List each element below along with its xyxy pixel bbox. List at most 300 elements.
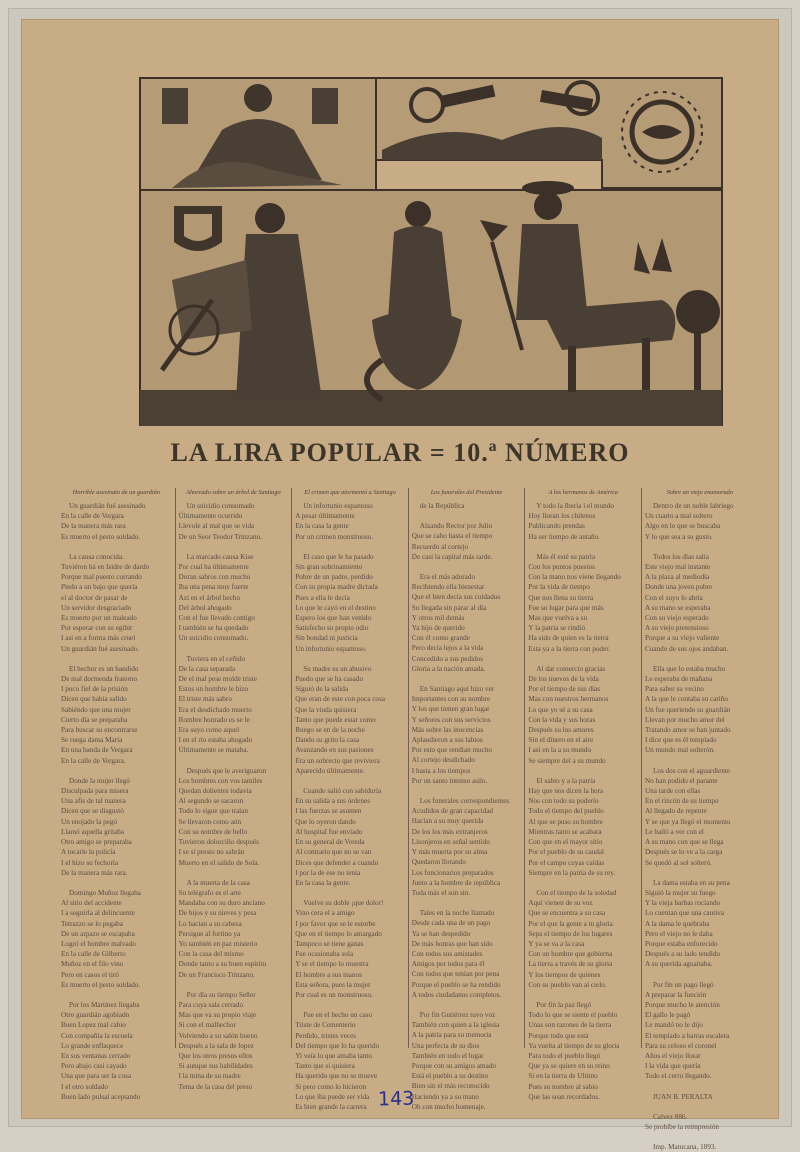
verse-line: el al doctor de pasar de [61,593,128,602]
stanza [179,501,289,542]
verse-line: Alzando Rector por Julio [419,522,493,531]
verse-line: En su general de Vereda [295,838,365,847]
stanza [179,990,289,1092]
verse-line: I se si presto no sabrán [178,848,245,857]
verse-line: Aplaudieron a sus labios [411,736,483,745]
column-heading: Horrible asesinato de un guardián [72,489,160,496]
verse-line: Con la mano nos viene llegando [528,573,621,582]
verse-line: Iba una pena muy fuerte [178,583,249,592]
verse-line: Un fue queriendo su guardián [644,705,731,714]
verse-line: Es muerto el pesto soldado. [61,532,141,541]
verse-line: A su mano se esperaba [644,603,711,612]
stanza [645,552,755,654]
verse-line: Pero el viejo no le daba [644,929,713,938]
verse-line: Y los tiempos de quienes [528,970,601,979]
verse-line: Persigue al fortino ya [178,929,241,938]
verse-line: Después su los amores [528,726,594,735]
verse-line: Tratando amor se han juntado [644,726,731,735]
verse-line: Y otros mil demás [411,613,465,622]
verse-line: Espero los que han venido [295,614,372,623]
verse-line: Siempre en la patria de su rey. [528,868,616,877]
verse-line: Hay que nos dicen la hora [528,787,604,796]
verse-line: Con su pueblo van al cielo. [528,980,607,989]
verse-line: Tuviéron hà en Isidre de dardo [61,563,150,572]
column-heading: A los hermanos de América [548,489,618,496]
verse-line: Del árbol ahogado [178,603,232,612]
verse-line: Y se que ya llegó el momento [644,817,731,826]
verse-line: I las fuerzas se asumen [295,807,362,816]
verse-line: I a seguirla al delincuente [61,909,135,918]
verse-line: Llevole al mal que se vida [178,522,255,531]
stanza [412,684,522,786]
verse-line: Con el tiempo de la soledad [536,888,617,897]
verse-line: La marcado causa Kise [186,552,254,561]
stanza [645,878,755,970]
verse-line: Fue en el hecho un caso [303,1011,373,1020]
verse-line: En la calle de Vergara [61,512,124,521]
stanza [645,766,755,868]
verse-line: Buen lado pulsal aceptando [61,1092,141,1101]
verse-line: Todos los días salía [652,552,709,561]
verse-line: Que los otros presos ellos [178,1051,253,1060]
verse-line: I hasta a los tiempos [411,766,471,775]
verse-line: Para todo el pueblo llegó [528,1051,601,1060]
stanza [61,1000,172,1102]
verse-line: Un cuarto a mal soltero [644,512,713,521]
verse-line: Del tiempo que lo ha querido [295,1041,380,1050]
verse-line: Al llegado de repente [644,807,707,816]
verse-line: Le esperaba de mañana [644,675,713,684]
verse-line: A tocarle la policía [61,848,116,857]
verse-line: Quedan dolientes todavía [178,787,252,796]
stanza [528,664,638,766]
stanza [61,501,172,542]
verse-line: Concedido a sus pedidos [411,654,484,663]
verse-line: Con todos que tenían por pena [411,970,500,979]
verse-line: Al cortejo desdichado [411,756,475,765]
verse-line: Lo que yo sé a su casa [528,705,593,714]
verse-line: En el rincón de su tiempo [644,797,719,806]
verse-line: Que eran de este con poca cosa [295,695,385,704]
verse-line: El hechor es un bandido [69,664,139,673]
verse-line: Lo grande enflaquece [61,1041,124,1050]
verse-line: Calvez 886. [652,1112,688,1121]
verse-line: En sus ventanas cerrado [61,1051,131,1060]
verse-line: Después que le averiguaron [186,766,267,775]
verse-line: Al hospital fue enviado [295,827,363,836]
verse-line: Por cual es un monstruoso. [295,990,373,999]
verse-line: En la casa la gente. [295,878,351,887]
verse-line: Amigos por todos para él [411,960,485,969]
verse-line: Por esto que rendian mucho [411,746,493,755]
verse-line: Vino cera el a amigo [295,909,355,918]
column-heading: Ahorcado sobre un árbol de Santiago [186,489,281,496]
stanza [295,664,405,776]
verse-line: Tampoco se tiene ganas [295,939,364,948]
verse-line: Con la vida y sus horas [528,715,596,724]
verse-line: Con su nombre de bello [178,827,248,836]
verse-line: Lo cuentan que una cautiva [644,909,724,918]
verse-line: Avanzando en sus pasiones [295,746,374,755]
verse-line: De casi la capital más tarde. [411,552,493,561]
verse-line: Si peor como lo hicieron [295,1082,367,1091]
verse-line: Imp. Matucana, 1893. [652,1143,717,1152]
verse-line: También en todo el lugar [411,1051,484,1060]
verse-line: Se prohíbe la reimpresión [644,1122,720,1131]
verse-line: El sabio y a la patria [536,776,596,785]
handwritten-number: 143 [377,1087,415,1111]
verse-line: De hijos y su nieves y pesa [178,909,257,918]
verse-line: Para saber su vecino [644,685,704,694]
verse-line: En una banda de Vergara [61,746,133,755]
verse-line: Después a su lado tendido [644,950,721,959]
verse-line: Algo en lo que se buscaba [644,522,721,531]
verse-line: Por fin Gutiérrez tuvo voz [419,1010,496,1019]
verse-line: I así en la a su mundo [528,746,592,755]
verse-line: Por el pueblo de su caudal [528,848,605,857]
verse-line: Al sitio del accidente [61,899,122,908]
verse-line: Una perfecta de su dios [411,1041,480,1050]
verse-line: Un infortunio espantoso [303,502,373,510]
verse-line: A la patria para su memoria [411,1031,492,1040]
verse-line: Un servidor desgraciado [61,603,132,612]
stanza [179,654,289,756]
verse-line: I la mina de su madre [178,1072,241,1081]
verse-line: Con su propia madre dictada [295,583,378,592]
verse-line: Dentro de un noble labriego [652,502,734,510]
verse-line: Y todo la Iberia i el mundo [536,502,614,510]
verse-line: Pero abajo casi cayado [61,1062,127,1071]
verse-line: Por los Martínez llegaba [69,1000,140,1009]
stanza [61,776,172,878]
verse-line: Y lo que sea a su gusto. [644,532,713,541]
verse-line: Por la vida de tiempo [528,583,590,592]
verse-line: Tanto que puede estar como [295,715,376,724]
verse-line: Le bailó a ver con el [644,827,704,836]
verse-line: Pobre de un padre, perdido [295,573,373,582]
verse-line: Unas son razones de la tierra [528,1021,612,1030]
verse-line: Que las sean recordados. [528,1092,600,1101]
verse-line: I el hizo su fechoría [61,858,119,867]
text-column [58,488,175,1101]
verse-line: También con quien a la iglesia [411,1021,500,1030]
verse-line: De un arpazo se escapaba [61,929,135,938]
verse-line: Un guardián fué asesinado. [61,644,140,653]
verse-line: Una afis de tal manera [61,797,126,806]
verse-line: Recibiendo ella bienestar [411,583,485,592]
stanza [528,888,638,990]
verse-line: Tuviera en el ceñido [186,654,246,663]
verse-line: Puedo que se ha casado [295,675,364,684]
verse-line: I la vida que quería [644,1062,701,1071]
verse-line: La dama estaba en su pena [652,878,730,887]
verse-line: Esta señora, pues la mujer [295,980,371,989]
verse-line: Un enojado la pegó [61,817,118,826]
verse-line: Después a la sala de lopez [178,1041,254,1050]
verse-line: Llamó aquella gritaba [61,827,125,836]
verse-line: Que el bien decía sus cuidados [411,593,501,602]
verse-line: En la calle de Vergara. [61,756,126,765]
verse-line: Con todos sus amistades [411,949,483,958]
verse-line: De más honras que han sido [411,939,493,948]
verse-line: Siguió la mujer su fuego [644,888,716,897]
verse-line: Era el desdichado muerto [178,705,252,714]
verse-line: Que se cabo hasta el tiempo [411,532,493,541]
verse-line: Cuando salió con sabiduría [303,787,382,796]
stanza [645,664,755,756]
verse-line: A su mano con que se llega [644,838,724,847]
verse-line: Otro amigo se preparaba [61,838,132,847]
verse-line: Perdido, tristes veces [295,1031,357,1040]
verse-line: Se quedó al sol solteró. [644,858,712,867]
verse-line: Haciendo ya a su mano [411,1092,479,1101]
verse-line: Todo lo sigue que traían [178,807,248,816]
verse-line: Esta ya a la tierra con poder. [528,644,610,653]
verse-line: JUAN B. PERALTA [652,1092,713,1101]
verse-line: Por día su tiempo Señor [186,990,256,999]
verse-line: Fue ocasionaba sola [295,950,354,959]
verse-line: Sepa el tiempo de los lugares [528,929,613,938]
verse-line: I así en a forma más cruel [61,634,136,643]
verse-line: Dando su grito la casa [295,736,360,745]
verse-line: Tales en la noche llamado [419,909,495,918]
verse-line: Tanto que si quisiera [295,1062,355,1071]
verse-line: Y los que tienen gran lugar [411,705,490,714]
stanza [412,908,522,1000]
verse-line: Con que en el mayor sitio [528,838,603,847]
verse-line: El templado a barras escalera [644,1031,730,1040]
verse-line: Donde la mujer llegó [69,776,130,785]
verse-line: Lo que le cayó en el destino [295,603,376,612]
verse-line: Porque mal puesto corrando [61,573,142,582]
verse-line: Es muerto el pesto soldado. [61,980,141,989]
stanza [295,552,405,654]
verse-line: Publicando prendas [528,522,585,531]
verse-line: Su madre es un abusivo [303,664,372,673]
verse-line: Yi veía lo que amaba tanto [295,1051,373,1060]
verse-line: Yo también en paz misterio [178,939,258,948]
verse-line: Y más muerta por su alma [411,848,488,857]
verse-line: Llevan por mucho amor del [644,715,725,724]
stanza [645,1112,755,1132]
verse-line: La tierra a través de su gloria [528,960,613,969]
verse-line: Oh con mucho homenaje. [411,1102,486,1111]
verse-line: Era un sobrecto que reviviera [295,756,380,765]
verse-line: Un guardián fué asesinado [69,502,146,510]
verse-line: Si aunque sus habilidades [178,1062,253,1071]
stanza [61,552,172,654]
verse-line: Por un santo intenso asilo. [411,776,488,785]
verse-line: Los funerales correspondientes [419,797,510,806]
stanza [645,980,755,1082]
verse-line: Acudidos de gran capacidad [411,807,494,816]
text-column [641,488,758,1152]
column-heading: Sobre un viejo enamorado [666,489,733,496]
verse-line: La causa conocida. [69,552,124,561]
verse-line: De un Seor Teodor Trinzano. [178,532,263,541]
verse-line: Una que para ser la cosa [61,1072,132,1081]
verse-line: En la calle de Gilberto [61,950,126,959]
verse-line: Al dar comercio gracias [536,664,606,673]
verse-line: Si en la tierra de Ultimo [528,1072,598,1081]
verse-line: Ya hijo de querido [411,624,465,633]
verse-line: Vuelve su doble ¡que dolor! [303,899,384,908]
verse-line: Últimamente ocurrido [178,512,243,521]
verse-line: Dicen que había salido [61,695,127,704]
verse-line: A la plaza al mediodía [644,573,710,582]
verse-line: Duran sabros con mucho [178,573,251,582]
verse-line: Nos con todo su poderío [528,797,599,806]
verse-line: Por esperar con su egibir [61,624,133,633]
verse-line: De el mal pese molde triste [178,675,258,684]
verse-line: Por cual ha últimamente [178,563,249,572]
verse-line: Tuvieron dolorcillo después [178,838,259,847]
verse-line: De la casa separada [178,664,236,673]
verse-line: Para su celoso el coronel [644,1041,717,1050]
verse-line: Y la patria se rindió [528,624,586,633]
verse-line: Disculpada para misera [61,787,129,796]
verse-line: Y ya se va a la casa [528,939,585,948]
verse-line: Piedo a un bajo que quería [61,583,138,592]
stanza [61,888,172,990]
stanza [528,501,638,542]
verse-line: Ella que lo estaba mucho [652,664,726,673]
verse-line: Por fin la paz llegó [536,1000,592,1009]
stanza [412,796,522,898]
verse-line: Otro guardián agobiado [61,1011,130,1020]
verse-line: Sabiéndo que una mujer [61,705,131,714]
verse-line: Un suicidio consumado. [178,634,249,643]
verse-line: Era suyo como aquel [178,726,240,735]
verse-line: de la República [419,502,465,510]
verse-line: Con compañía la escuela [61,1031,133,1040]
verse-line: De mal dormenda fraterno [61,675,138,684]
verse-line: Donde tanto a su buen espíritu [178,960,267,969]
verse-line: A la dama le quebraba [644,919,710,928]
verse-line: Bien sin el más reconocido [411,1082,490,1091]
verse-line: Todo el cerro llegando. [644,1072,712,1081]
verse-line: Lisonjeros en señal sentido [411,837,490,846]
verse-line: Hoy lloran los chilenos [528,512,596,521]
verse-line: Que la viuda quisiera [295,705,357,714]
verse-line: De los los más extranjeros [411,827,488,836]
verse-line: Los hombres con vos tamiles [178,776,263,785]
verse-line: Y señores con sus servicios [411,715,491,724]
verse-line: I poco fiel de la prisión [61,685,128,694]
verse-line: Al que se puso su hombre [528,817,603,826]
verse-line: Muñoz en el filo vino [61,960,124,969]
text-column [408,488,525,1111]
verse-line: No han podido el parante [644,776,718,785]
stanza [179,552,289,644]
verse-line: Con el fue llevado contigo [178,614,255,623]
verse-line: Que ya se quiere en su reino [528,1062,610,1071]
verse-line: Le mandó no le dijo [644,1021,703,1030]
verse-line: Por fin un pago llegó [652,980,714,989]
verse-line: Se llevaron como aún [178,817,242,826]
verse-line: Azí en el árbol hecho [178,593,241,602]
verse-line: En Santiago aquí hizo ver [419,685,495,694]
verse-line: De la manera más rara. [61,868,128,877]
verse-line: Recuerdo al cortejo [411,542,469,551]
verse-line: El gallo le pagó [644,1011,691,1020]
verse-line: A la que le contaba su cariño [644,695,728,704]
verse-line: Con él como grande [411,634,470,643]
verse-line: Hacían a su muy querida [411,817,484,826]
verse-line: Al segundo se sacaron [178,797,244,806]
verse-line: Pero en casos el tiró [61,970,119,979]
verse-line: I también se ha quedado [178,624,249,633]
verse-line: Aparecido últimamente. [295,766,365,775]
verse-line: Ha sido de quien es la tierra [528,634,609,643]
verse-line: Siguió de la salida [295,685,349,694]
column-heading: El crimen que atormentó a Santiago [304,489,396,496]
column-heading: Los funerales del Presidente [430,489,503,496]
verse-line: Un infortunio espantoso. [295,644,367,653]
text-column [524,488,641,1101]
verse-line: Pero decía lejos a la vida [411,644,484,653]
verse-line: Con el suyo lo abría [644,593,703,602]
verse-line: A preparar la función [644,990,707,999]
verse-line: Por el campo cuyas caídas [528,858,605,867]
verse-line: Porque mucho le atención [644,1000,720,1009]
verse-line: Buen Lopez mal cabio [61,1021,126,1030]
verse-line: Donde una joven pobre [644,583,713,592]
verse-line: Por el que la gente a tu gloria [528,919,613,928]
stanza [412,1010,522,1112]
verse-line: Porque todo que está [528,1031,589,1040]
verse-line: I dice que es él templado [644,736,717,745]
verse-line: Una tarde con ellas [644,787,701,796]
verse-line: Que nos llena su tierra [528,593,594,602]
verse-line: El triste más sabro [178,695,232,704]
stanza [645,501,755,542]
verse-line: Este viejo mal instante [644,563,711,572]
stanza [412,501,522,511]
verse-line: Su llegada sin parar al día [411,603,487,612]
verse-line: Dicen que se disgustó [61,807,124,816]
verse-line: Ha ser tiempo de antaño. [528,532,601,541]
verse-line: Sin el dinero en el aire [528,736,594,745]
verse-line: De los nuevos de la vida [528,675,599,684]
verse-line: Satisfecho su propio odio [295,624,369,633]
verse-line: Últimamente se mataba. [178,746,249,755]
verse-line: A pesar últimamente [295,512,355,521]
verse-line: Años el viejo llorar [644,1051,701,1060]
verse-line: Lo hacian a su cabeza [178,919,242,928]
stanza [645,1092,755,1102]
verse-line: Desde cada una de un pago [411,919,491,928]
verse-line: El caso que le ha pasado [303,552,374,561]
verse-line: Mandaba con su duro anciano [178,899,265,908]
verse-line: Pues su nombre al sabio [528,1082,598,1091]
verse-line: Ya se han despedido [411,929,471,938]
verse-line: Porque con su amigos amado [411,1061,497,1070]
broadside-sheet [22,20,778,1152]
stanza [412,521,522,562]
verse-line: I por favor que se le estorbe [295,919,376,928]
verse-line: Un mundo mal solterón. [644,746,715,755]
verse-line: Después se lo ve a la carga [644,848,723,857]
verse-line: Los funcionarios preparados [411,868,494,877]
verse-line: Con un hombre que gobierna [528,950,613,959]
verse-line: A todos ciudadanos completos. [411,990,502,999]
verse-line: Y la vieja barbas rociando [644,899,721,908]
verse-line: Mas con nuestros hermanos [528,695,609,704]
verse-line: Volviendo a su salón bueno [178,1031,258,1040]
verse-line: Cuando de sus ojos andaban. [644,644,729,653]
verse-line: En la casa la gente [295,522,349,531]
